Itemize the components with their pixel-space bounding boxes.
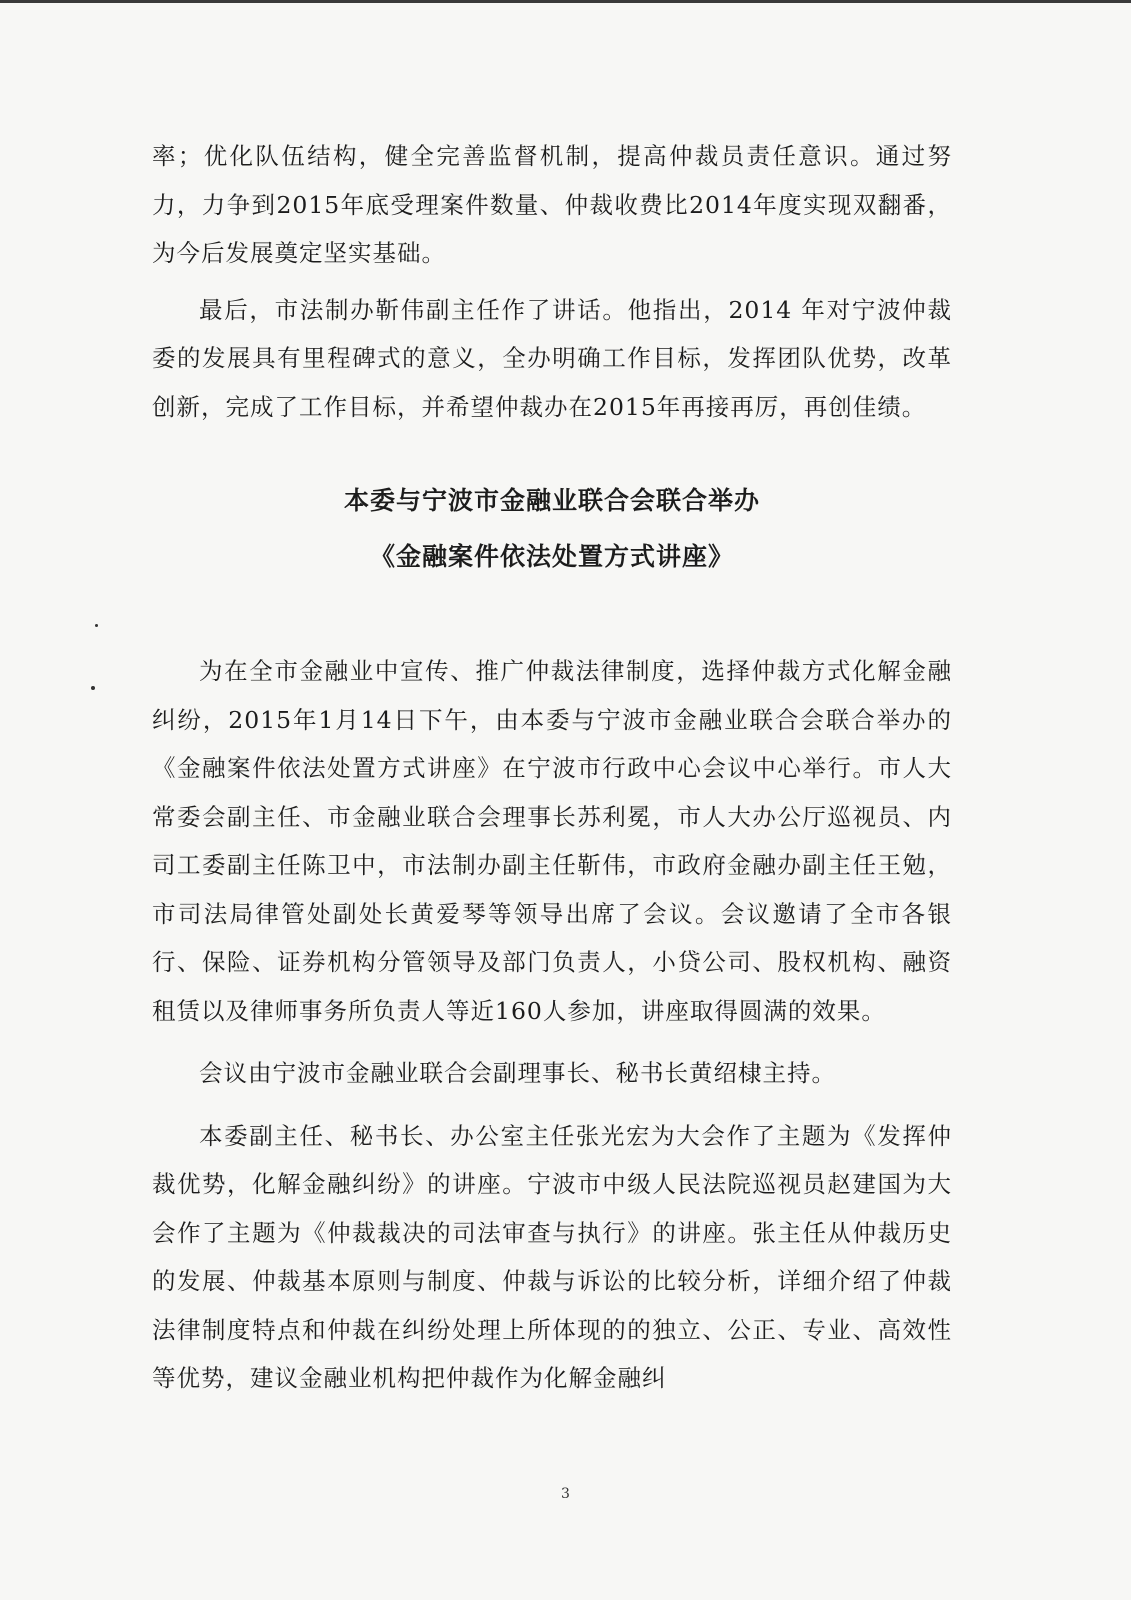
scan-speck bbox=[91, 686, 95, 690]
paragraph-lecture: 本委副主任、秘书长、办公室主任张光宏为大会作了主题为《发挥仲裁优势，化解金融纠纷》的讲座。宁波市中级人民法院巡视员赵建国为大会作了主题为《仲裁裁决的司法审查与执行》的讲座。张主任从仲裁历史的发展、仲裁基本原则与制度、仲裁与诉讼的比较分析，详细介绍了仲裁法律制度特点和仲裁在纠纷处理上所体现的的独立、公正、专业、高效性等优势，建议金融业机构把仲裁作为化解金融纠 bbox=[152, 1121, 952, 1392]
paragraph-event-intro: 为在全市金融业中宣传、推广仲裁法律制度，选择仲裁方式化解金融纠纷，2015年1月14日下午，由本委与宁波市金融业联合会联合举办的《金融案件依法处置方式讲座》在宁波市行政中心会议中心举行。市人大常委会副主任、市金融业联合会理事长苏利冕，市人大办公厅巡视员、内司工委副主任陈卫中，市法制办副主任靳伟，市政府金融办副主任王勉，市司法局律管处副处长黄爱琴等领导出席了会议。会议邀请了全市各银行、保险、证券机构分管领导及部门负责人，小贷公司、股权机构、融资租赁以及律师事务所负责人等近160人参加，讲座取得圆满的效果。 bbox=[152, 657, 952, 1025]
section-heading bbox=[152, 473, 952, 585]
paragraph-continued: 率；优化队伍结构，健全完善监督机制，提高仲裁员责任意识。通过努力，力争到2015年底受理案件数量、仲裁收费比2014年度实现双翻番，为今后发展奠定坚实基础。 bbox=[152, 142, 952, 267]
scan-speck bbox=[95, 624, 98, 627]
document-body bbox=[152, 132, 952, 1403]
page-number: 3 bbox=[561, 1486, 570, 1502]
section-heading-line-2: 《金融案件依法处置方式讲座》 bbox=[369, 542, 734, 571]
section-heading-line-1: 本委与宁波市金融业联合会联合举办 bbox=[343, 486, 760, 515]
paragraph-host: 会议由宁波市金融业联合会副理事长、秘书长黄绍棣主持。 bbox=[199, 1059, 836, 1087]
paragraph-closing-remarks: 最后，市法制办靳伟副主任作了讲话。他指出，2014 年对宁波仲裁委的发展具有里程碑式的意义，全办明确工作目标，发挥团队优势，改革创新，完成了工作目标，并希望仲裁办在2015年再接再厉，再创佳绩。 bbox=[152, 295, 952, 421]
scan-top-edge bbox=[0, 0, 1131, 3]
